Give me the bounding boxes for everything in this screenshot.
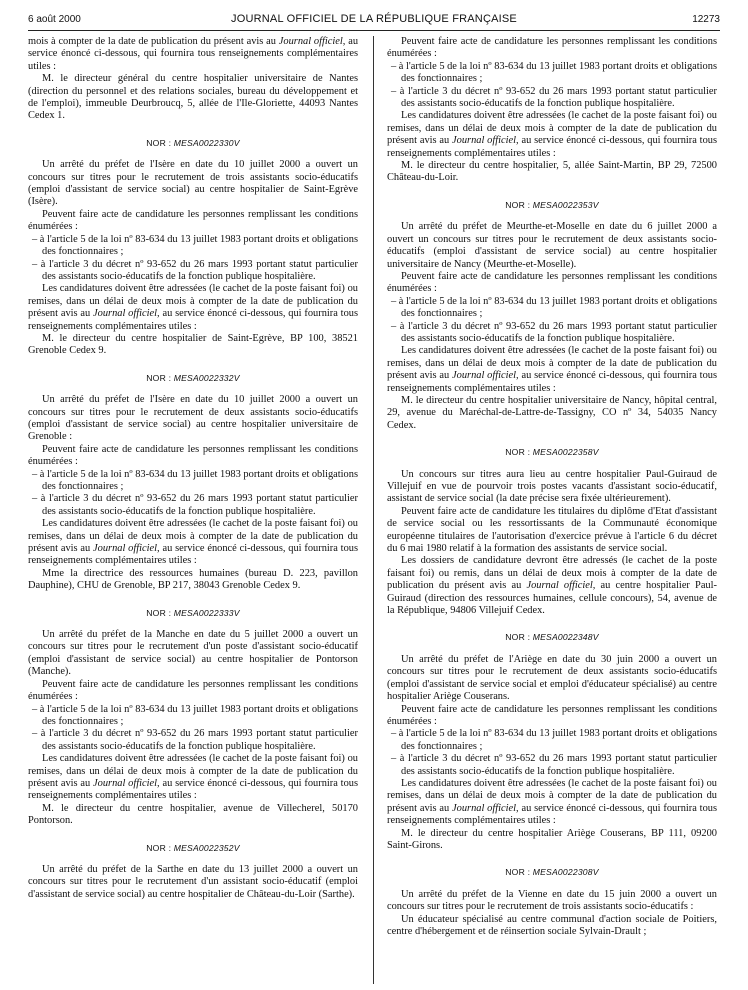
conditions-list: [387, 728, 717, 778]
paragraph: Un arrêté du préfet de l'Isère en date du 10 juillet 2000 a ouvert un concours sur titres pour le recrutement de trois assistants socio-éducatifs (emploi d'assistant de service social) au centre hospitalier de Saint-Egrève (Isère).: [28, 159, 358, 208]
list-item: – à l'article 5 de la loi nº 83-634 du 13 juillet 1983 portant droits et obligations des fonctionnaires ;: [28, 469, 358, 494]
left-column: [28, 36, 358, 901]
paragraph: M. le directeur général du centre hospitalier universitaire de Nantes (direction du personnel et des relations sociales, bureau du développement et de l'emploi), immeuble Deurbroucq, 5, allée de l'Ile-Gloriette, 44093 Nantes Cedex 1.: [28, 73, 358, 122]
paragraph: Peuvent faire acte de candidature les personnes remplissant les conditions énumérées :: [387, 36, 717, 60]
nor-reference: NOR : MESA0022352V: [146, 842, 240, 853]
paragraph: Un arrêté du préfet de la Sarthe en date du 13 juillet 2000 a ouvert un concours sur titres pour le recrutement d'un assistant socio-éducatif (emploi d'assistant de service social) au centre hospitalier de Château-du-Loir (Sarthe).: [28, 863, 358, 900]
paragraph: Un arrêté du préfet de la Vienne en date du 15 juin 2000 a ouvert un concours sur titres pour le recrutement de trois assistants socio-éducatifs :: [387, 888, 717, 913]
paragraph: Les candidatures doivent être adressées (le cachet de la poste faisant foi) ou remises, dans un délai de deux mois à compter de la date de publication du présent avis au Journal officiel, au service énoncé ci-dessous, qui fournira tous renseignements complémentaires utiles :: [387, 777, 718, 827]
column-divider: [373, 36, 374, 984]
conditions-list: [28, 234, 358, 284]
paragraph: Un arrêté du préfet de l'Isère en date du 10 juillet 2000 a ouvert un concours sur titres pour le recrutement de deux assistants socio-éducatifs (emploi d'assistant de service social) au centre hospitalier universitaire de Grenoble :: [28, 394, 358, 443]
page-header: [28, 12, 720, 31]
list-item: – à l'article 5 de la loi nº 83-634 du 13 juillet 1983 portant droits et obligations des fonctionnaires ;: [387, 296, 717, 321]
paragraph: Mme la directrice des ressources humaines (bureau D. 223, pavillon Dauphine), CHU de Grenoble, BP 217, 38043 Grenoble Cedex 9.: [28, 567, 358, 592]
journal-title: JOURNAL OFFICIEL DE LA RÉPUBLIQUE FRANÇAISE: [231, 13, 517, 25]
paragraph: M. le directeur du centre hospitalier universitaire de Nancy, hôpital central, 29, avenue du Maréchal-de-Lattre-de-Tassigny, CO nº 34, 54035 Nancy Cedex.: [387, 394, 717, 431]
nor-reference: NOR : MESA0022332V: [146, 372, 240, 383]
nor-reference: NOR : MESA0022358V: [505, 447, 599, 458]
list-item: – à l'article 5 de la loi nº 83-634 du 13 juillet 1983 portant droits et obligations des fonctionnaires ;: [28, 704, 358, 729]
paragraph: Peuvent faire acte de candidature les titulaires du diplôme d'Etat d'assistant de service social ou les ressortissants de la Communauté économique européenne titulaires de l'autorisation d'exercice prévue à l'article 6 du décret du 6 mai 1980 relatif à la formation des assistants de service social.: [387, 505, 717, 555]
paragraph: Les candidatures doivent être adressées (le cachet de la poste faisant foi) ou remises, dans un délai de deux mois à compter de la date de publication du présent avis au Journal officiel, au service énoncé ci-dessous, qui fournira tous renseignements complémentaires utiles :: [387, 345, 718, 394]
paragraph: Les dossiers de candidature devront être adressés (le cachet de la poste faisant foi) ou remis, dans un délai de deux mois à compter de la date de publication du présent avis au Journal officiel, au centre hospitalier Paul-Guiraud (direction des ressources humaines, cellule concours), 54, avenue de la République, 94806 Villejuif Cedex.: [387, 555, 717, 617]
paragraph: Les candidatures doivent être adressées (le cachet de la poste faisant foi) ou remises, dans un délai de deux mois à compter de la date de publication du présent avis au Journal officiel, au service énoncé ci-dessous, qui fournira tous renseignements complémentaires utiles :: [28, 753, 359, 802]
paragraph: Peuvent faire acte de candidature les personnes remplissant les conditions énumérées :: [387, 703, 717, 727]
paragraph: M. le directeur du centre hospitalier, 5, allée Saint-Martin, BP 29, 72500 Château-du-Loir.: [387, 160, 717, 184]
paragraph: Un arrêté du préfet de l'Ariège en date du 30 juin 2000 a ouvert un concours sur titres pour le recrutement de deux assistants socio-éducatifs (emploi d'assistant de service social et emploi d'éducateur spécialisé) au centre hospitalier Ariège Couserans.: [387, 653, 717, 703]
paragraph: Un arrêté du préfet de Meurthe-et-Moselle en date du 6 juillet 2000 a ouvert un concours sur titres pour le recrutement de deux assistants socio-éducatifs (emploi d'assistant de service social) au centre hospitalier universitaire de Nancy (Meurthe-et-Moselle).: [387, 221, 717, 270]
paragraph: Un arrêté du préfet de la Manche en date du 5 juillet 2000 a ouvert un concours sur titres pour le recrutement d'un poste d'assistant socio-éducatif (emploi d'assistant de service social) au centre hospitalier de Pontorson (Manche).: [28, 629, 358, 678]
paragraph: Un concours sur titres aura lieu au centre hospitalier Paul-Guiraud de Villejuif en vue de pourvoir trois postes vacants d'assistant socio-éducatif, assistant de service social (la date précise sera fixée ultérieurement).: [387, 468, 717, 505]
list-item: – à l'article 5 de la loi nº 83-634 du 13 juillet 1983 portant droits et obligations des fonctionnaires ;: [387, 728, 717, 753]
paragraph: Les candidatures doivent être adressées (le cachet de la poste faisant foi) ou remises, dans un délai de deux mois à compter de la date de publication du présent avis au Journal officiel, au service énoncé ci-dessous, qui fournira tous renseignements complémentaires utiles :: [387, 110, 718, 159]
nor-reference: NOR : MESA0022348V: [505, 632, 599, 643]
list-item: – à l'article 3 du décret nº 93-652 du 26 mars 1993 portant statut particulier des assistants socio-éducatifs de la fonction publique hospitalière.: [387, 753, 717, 778]
conditions-list: [28, 704, 358, 754]
paragraph: Peuvent faire acte de candidature les personnes remplissant les conditions énumérées :: [28, 443, 358, 468]
list-item: – à l'article 3 du décret nº 93-652 du 26 mars 1993 portant statut particulier des assistants socio-éducatifs de la fonction publique hospitalière.: [387, 86, 717, 111]
paragraph: mois à compter de la date de publication du présent avis au Journal officiel, au service énoncé ci-dessous, qui fournira tous renseignements complémentaires utiles :: [28, 36, 359, 72]
conditions-list: [387, 61, 717, 111]
nor-reference: NOR : MESA0022330V: [146, 137, 240, 148]
paragraph: M. le directeur du centre hospitalier de Saint-Egrève, BP 100, 38521 Grenoble Cedex 9.: [28, 332, 358, 357]
right-column: [387, 36, 717, 938]
paragraph: Peuvent faire acte de candidature les personnes remplissant les conditions énumérées :: [28, 678, 358, 703]
issue-date: 6 août 2000: [28, 14, 81, 25]
paragraph: M. le directeur du centre hospitalier Ariège Couserans, BP 111, 09200 Saint-Girons.: [387, 827, 717, 851]
nor-reference: NOR : MESA0022333V: [146, 607, 240, 618]
nor-reference: NOR : MESA0022353V: [505, 199, 599, 210]
conditions-list: [28, 469, 358, 519]
paragraph: Peuvent faire acte de candidature les personnes remplissant les conditions énumérées :: [387, 270, 717, 295]
page-number: 12273: [692, 14, 720, 25]
list-item: – à l'article 5 de la loi nº 83-634 du 13 juillet 1983 portant droits et obligations des fonctionnaires ;: [28, 234, 358, 259]
paragraph: M. le directeur du centre hospitalier, avenue de Villecherel, 50170 Pontorson.: [28, 802, 358, 827]
paragraph: Les candidatures doivent être adressées (le cachet de la poste faisant foi) ou remises, dans un délai de deux mois à compter de la date de publication du présent avis au Journal officiel, au service énoncé ci-dessous, qui fournira tous renseignements complémentaires utiles :: [28, 518, 359, 567]
paragraph: Peuvent faire acte de candidature les personnes remplissant les conditions énumérées :: [28, 208, 358, 233]
list-item: – à l'article 3 du décret nº 93-652 du 26 mars 1993 portant statut particulier des assistants socio-éducatifs de la fonction publique hospitalière.: [28, 493, 358, 518]
list-item: – à l'article 5 de la loi nº 83-634 du 13 juillet 1983 portant droits et obligations des fonctionnaires ;: [387, 61, 717, 86]
conditions-list: [387, 296, 717, 346]
nor-reference: NOR : MESA0022308V: [505, 867, 599, 878]
list-item: – à l'article 3 du décret nº 93-652 du 26 mars 1993 portant statut particulier des assistants socio-éducatifs de la fonction publique hospitalière.: [28, 259, 358, 284]
list-item: – à l'article 3 du décret nº 93-652 du 26 mars 1993 portant statut particulier des assistants socio-éducatifs de la fonction publique hospitalière.: [387, 321, 717, 346]
paragraph: Les candidatures doivent être adressées (le cachet de la poste faisant foi) ou remises, dans un délai de deux mois à compter de la date de publication du présent avis au Journal officiel, au service énoncé ci-dessous, qui fournira tous renseignements complémentaires utiles :: [28, 283, 359, 332]
paragraph: Un éducateur spécialisé au centre communal d'action sociale de Poitiers, centre d'hébergement et de réinsertion sociale Sylvain-Drault ;: [387, 913, 717, 937]
list-item: – à l'article 3 du décret nº 93-652 du 26 mars 1993 portant statut particulier des assistants socio-éducatifs de la fonction publique hospitalière.: [28, 728, 358, 753]
